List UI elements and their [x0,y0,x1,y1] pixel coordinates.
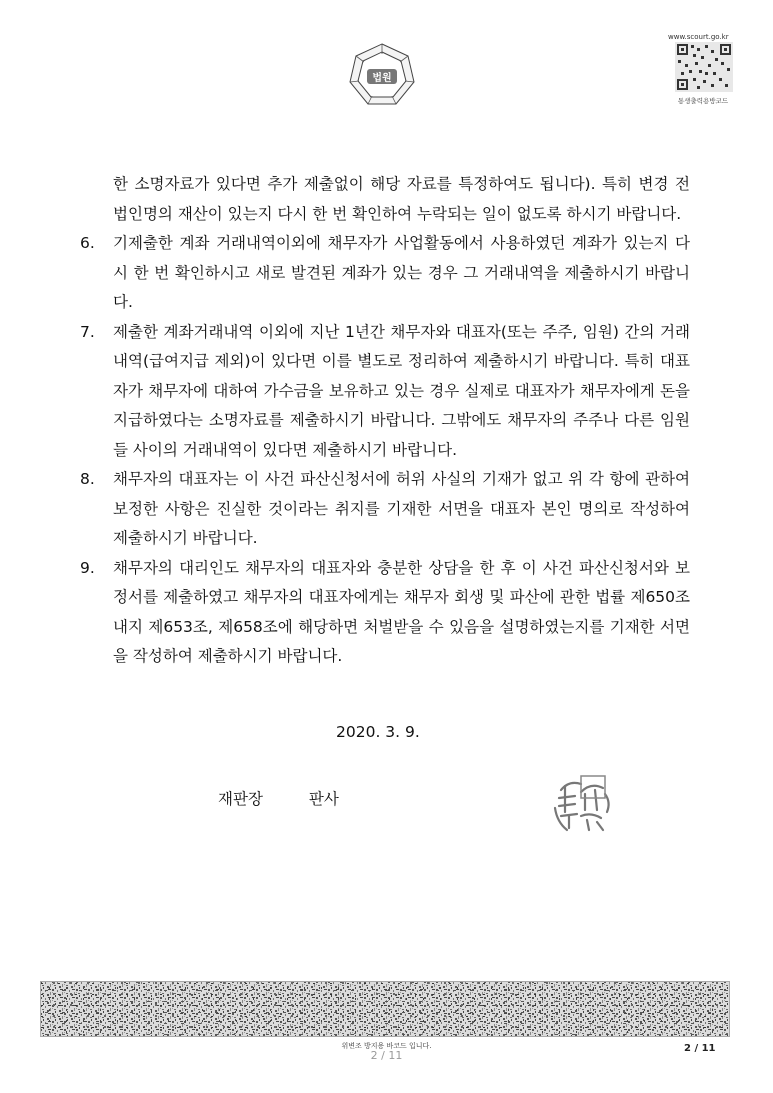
item-text: 채무자의 대리인도 채무자의 대표자와 충분한 상담을 한 후 이 사건 파산신청서와 보정서를 제출하였고 채무자의 대표자에게는 채무자 회생 및 파산에 관한 법률 제650조 내지 제653조, 제658조에 해당하면 처벌받을 수 있음을 설명하였는지를 기재한 서면을 작성하여 제출하시기 바랍니다. [113,558,690,665]
signature-line [218,787,339,809]
item-text: 제출한 계좌거래내역 이외에 지난 1년간 채무자와 대표자(또는 주주, 임원) 간의 거래내역(급여지급 제외)이 있다면 이를 별도로 정리하여 제출하시기 바랍니다. 특히 대표자가 채무자에 대하여 가수금을 보유하고 있는 경우 실제로 대표자가 채무자에게 돈을 지급하였다는 소명자료를 제출하시기 바랍니다. 그밖에도 채무자의 주주나 다른 임원들 사이의 거래내역이 있다면 제출하시기 바랍니다. [113,322,690,459]
judge-role: 판사 [308,790,339,808]
page-number-center: 2 / 11 [370,1049,403,1062]
court-emblem-logo [346,40,418,112]
emblem-label: 법원 [372,73,392,84]
document-date: 2020. 3. 9. [336,723,420,741]
item-text: 기제출한 계좌 거래내역이외에 채무자가 사업활동에서 사용하였던 계좌가 있는지 다시 한 번 확인하시고 새로 발견된 계좌가 있는 경우 그 거래내역을 제출하시기 바랍니다. [113,234,690,311]
list-item [80,554,690,672]
item-number: 6. [80,234,95,252]
qr-code-icon [675,42,733,92]
list-item [80,318,690,466]
item-number: 7. [80,322,95,341]
item-number: 9. [80,558,95,577]
judge-title: 재판장 [218,790,263,808]
document-body [80,170,690,672]
intro-paragraph: 한 소명자료가 있다면 추가 제출없이 해당 자료를 특정하여도 됩니다). 특히 변경 전 법인명의 재산이 있는지 다시 한 번 확인하여 누락되는 일이 없도록 하시기 바랍니다. [113,175,690,223]
list-item [80,465,690,554]
anti-forgery-barcode [40,981,730,1037]
qr-caption: 통생출력용방코드 [677,97,729,105]
page-number: 2 / 11 [684,1043,716,1054]
judge-seal-stamp [551,772,621,836]
item-text: 채무자의 대표자는 이 사건 파산신청서에 허위 사실의 기재가 없고 위 각 항에 관하여 보정한 사항은 진실한 것이라는 취지를 기재한 서면을 대표자 본인 명의로 작성하여 제출하시기 바랍니다. [113,470,690,547]
barcode-footnote: 위변조 방지용 바코드 입니다. [341,1042,432,1050]
qr-url: www.scourt.go.kr [668,33,729,41]
item-number: 8. [80,470,95,488]
list-item [80,229,690,318]
